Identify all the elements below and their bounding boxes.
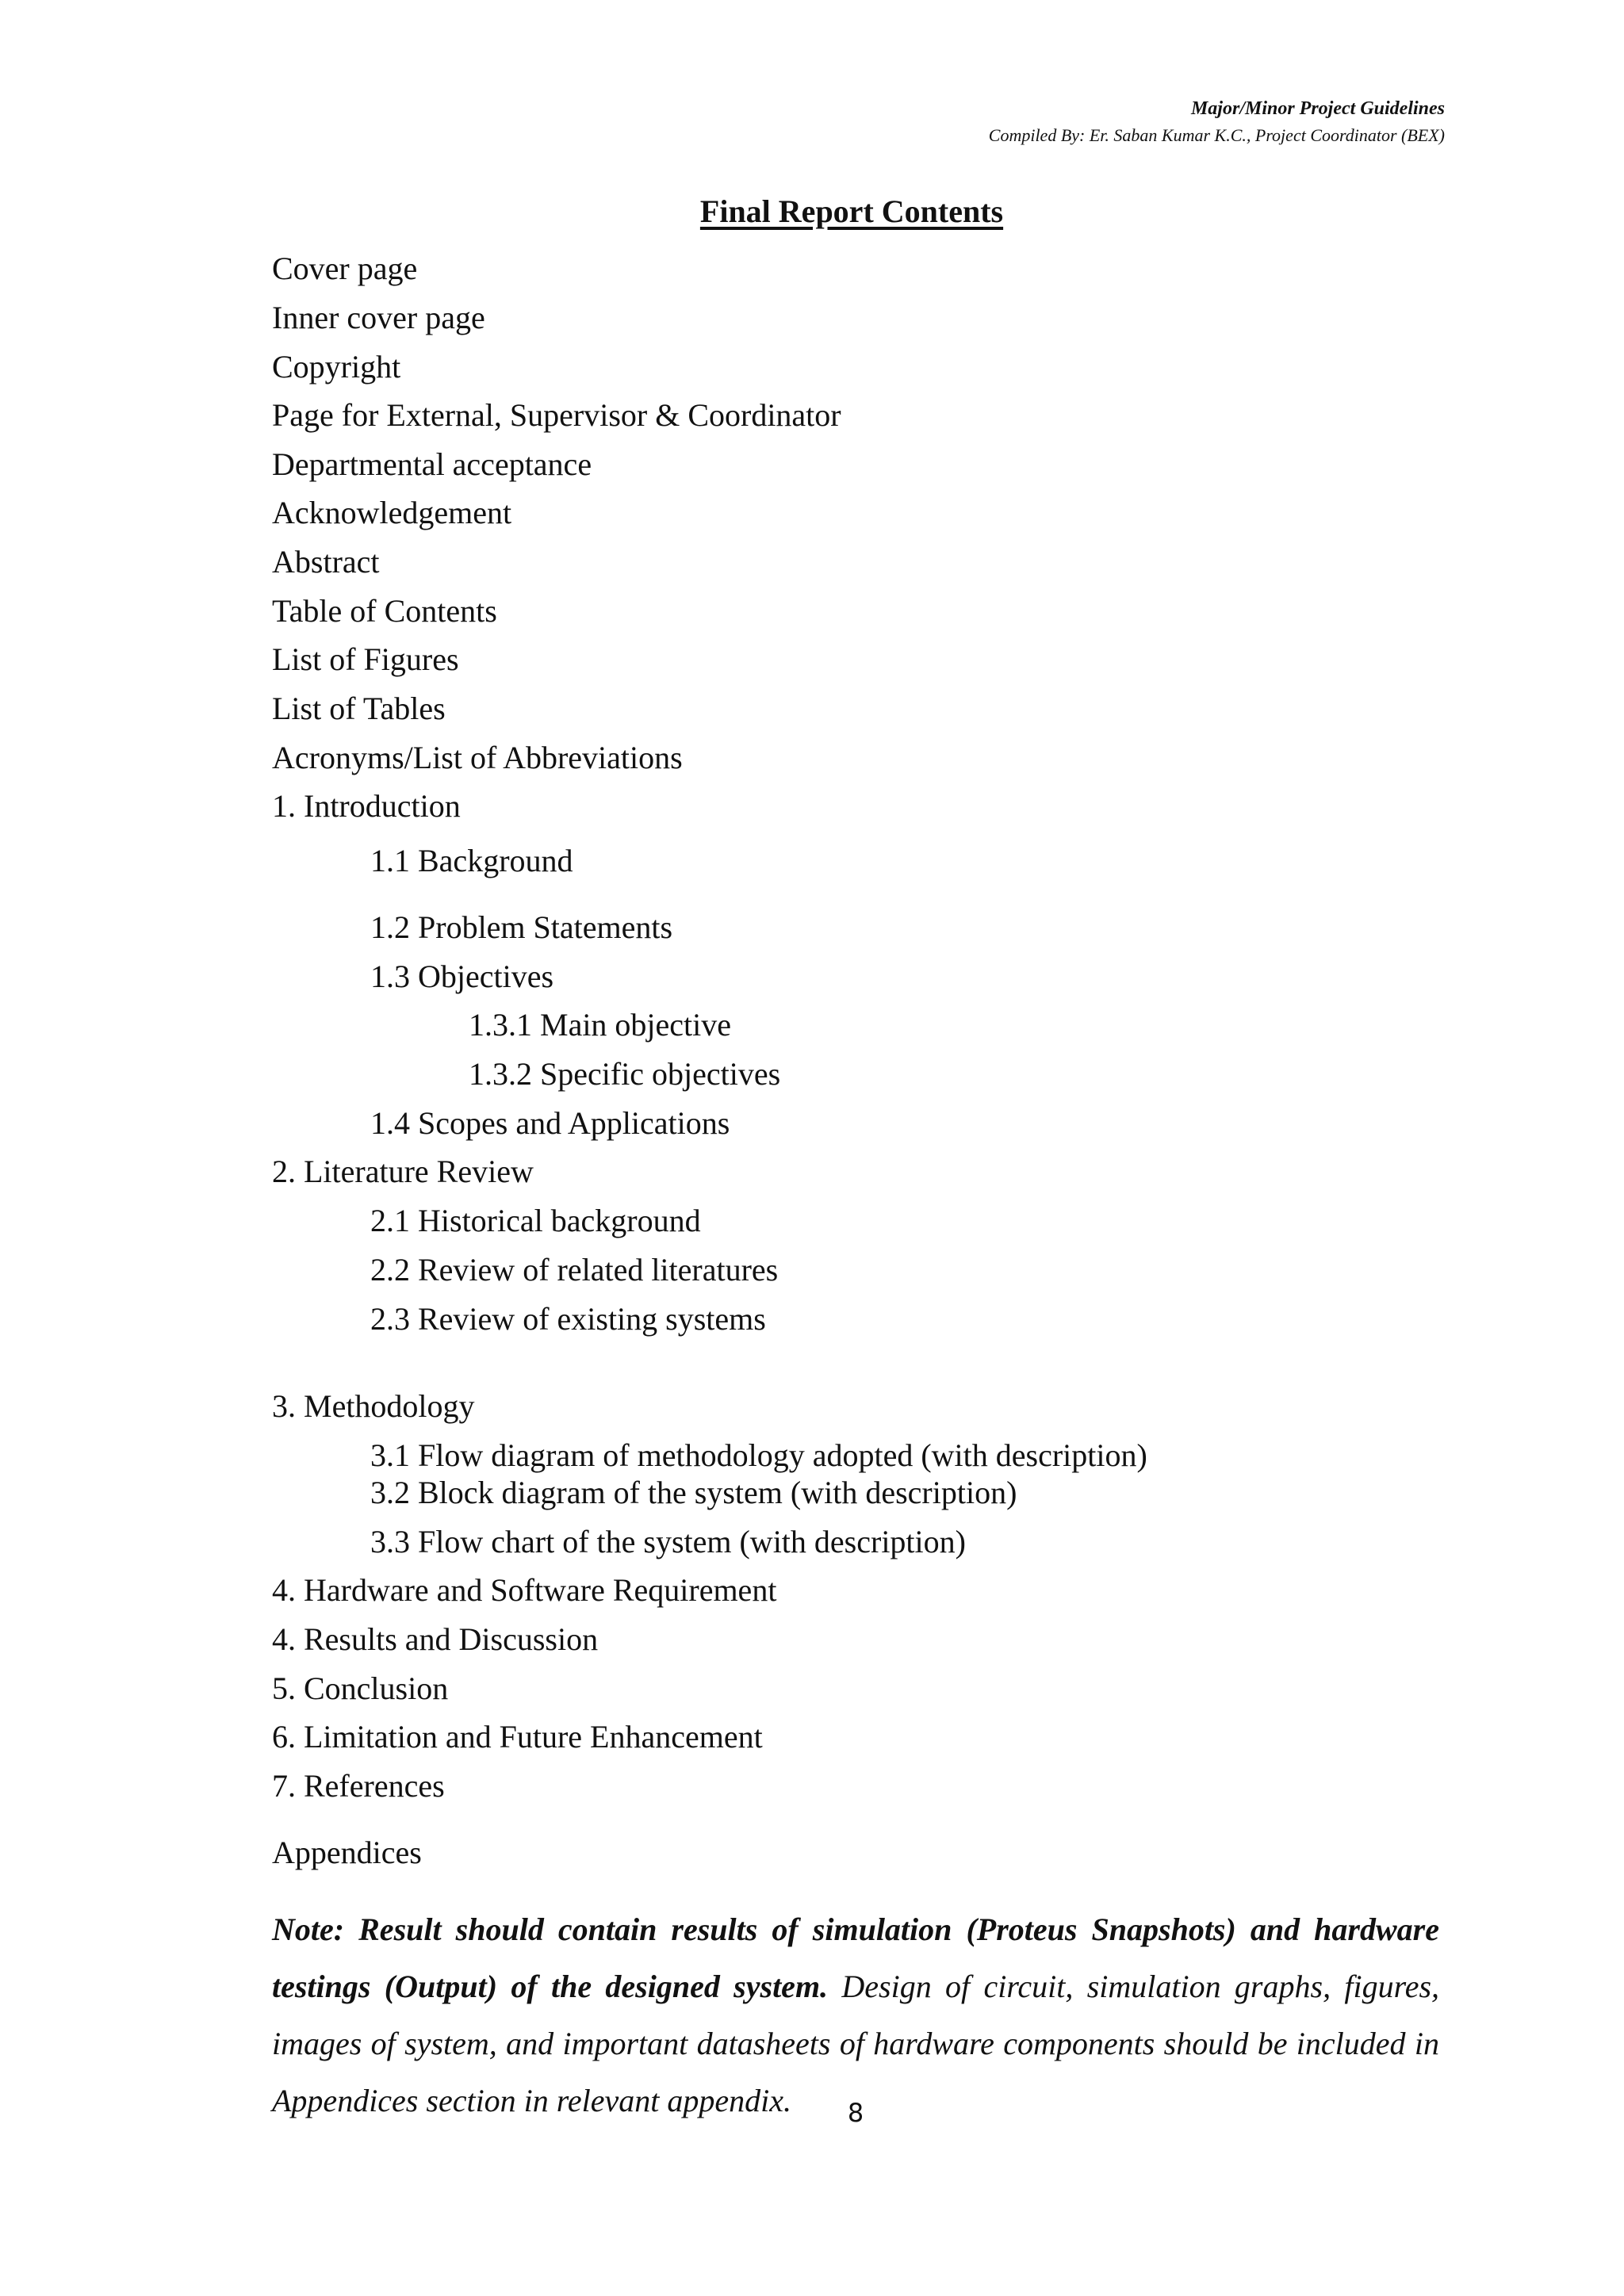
toc-item-appendices: Appendices: [272, 1835, 422, 1870]
toc-item-literature-review: 2. Literature Review: [272, 1154, 534, 1189]
toc-item-page-for-external: Page for External, Supervisor & Coordinator: [272, 397, 841, 433]
toc-item-introduction: 1. Introduction: [272, 788, 461, 824]
toc-item-list-of-tables: List of Tables: [272, 691, 446, 726]
toc-item-methodology: 3. Methodology: [272, 1388, 475, 1424]
page-number: 8: [847, 2098, 864, 2128]
toc-item-abstract: Abstract: [272, 544, 380, 580]
toc-item-problem-statements: 1.2 Problem Statements: [370, 909, 673, 945]
toc-item-flow-diagram: 3.1 Flow diagram of methodology adopted (with description): [370, 1437, 1147, 1473]
toc-item-flow-chart: 3.3 Flow chart of the system (with description): [370, 1524, 966, 1559]
toc-item-scopes-and-applications: 1.4 Scopes and Applications: [370, 1105, 730, 1141]
toc-item-table-of-contents: Table of Contents: [272, 593, 497, 629]
page-header: [989, 95, 1445, 149]
toc-item-hardware-software: 4. Hardware and Software Requirement: [272, 1572, 777, 1608]
toc-item-main-objective: 1.3.1 Main objective: [469, 1007, 732, 1043]
toc-item-block-diagram: 3.2 Block diagram of the system (with description): [370, 1475, 1017, 1510]
toc-item-list-of-figures: List of Figures: [272, 641, 459, 677]
toc-item-departmental-acceptance: Departmental acceptance: [272, 446, 592, 482]
toc-item-cover-page: Cover page: [272, 251, 418, 286]
toc-item-results-discussion: 4. Results and Discussion: [272, 1621, 599, 1657]
toc-item-specific-objectives: 1.3.2 Specific objectives: [469, 1056, 781, 1092]
toc-item-review-related-literatures: 2.2 Review of related literatures: [370, 1252, 779, 1288]
header-title: Major/Minor Project Guidelines: [1190, 98, 1445, 119]
toc-item-copyright: Copyright: [272, 349, 401, 385]
toc-item-conclusion: 5. Conclusion: [272, 1670, 449, 1706]
toc-item-background: 1.1 Background: [370, 843, 573, 878]
toc-item-historical-background: 2.1 Historical background: [370, 1203, 701, 1238]
toc-item-objectives: 1.3 Objectives: [370, 959, 554, 994]
toc-item-limitation: 6. Limitation and Future Enhancement: [272, 1719, 763, 1755]
toc-item-references: 7. References: [272, 1768, 445, 1804]
note-paragraph: [272, 1901, 1439, 2130]
toc-item-inner-cover-page: Inner cover page: [272, 300, 485, 335]
page-title: Final Report Contents: [699, 193, 1004, 229]
header-compiler: Compiled By: Er. Saban Kumar K.C., Project Coordinator (BEX): [988, 125, 1445, 145]
note-bold-text: Note: Result should contain results of simulation (Proteus Snapshots) and hardware testings (Output) of the designed system.: [272, 1911, 1439, 2004]
toc-item-acknowledgement: Acknowledgement: [272, 495, 512, 530]
toc-item-acronyms: Acronyms/List of Abbreviations: [272, 740, 683, 775]
toc-item-review-existing-systems: 2.3 Review of existing systems: [370, 1301, 766, 1337]
note-text: Design of circuit, simulation graphs, figures, images of system, and important datasheets of hardware components should be included in Appendices section in relevant appendix.: [272, 1969, 1440, 2118]
